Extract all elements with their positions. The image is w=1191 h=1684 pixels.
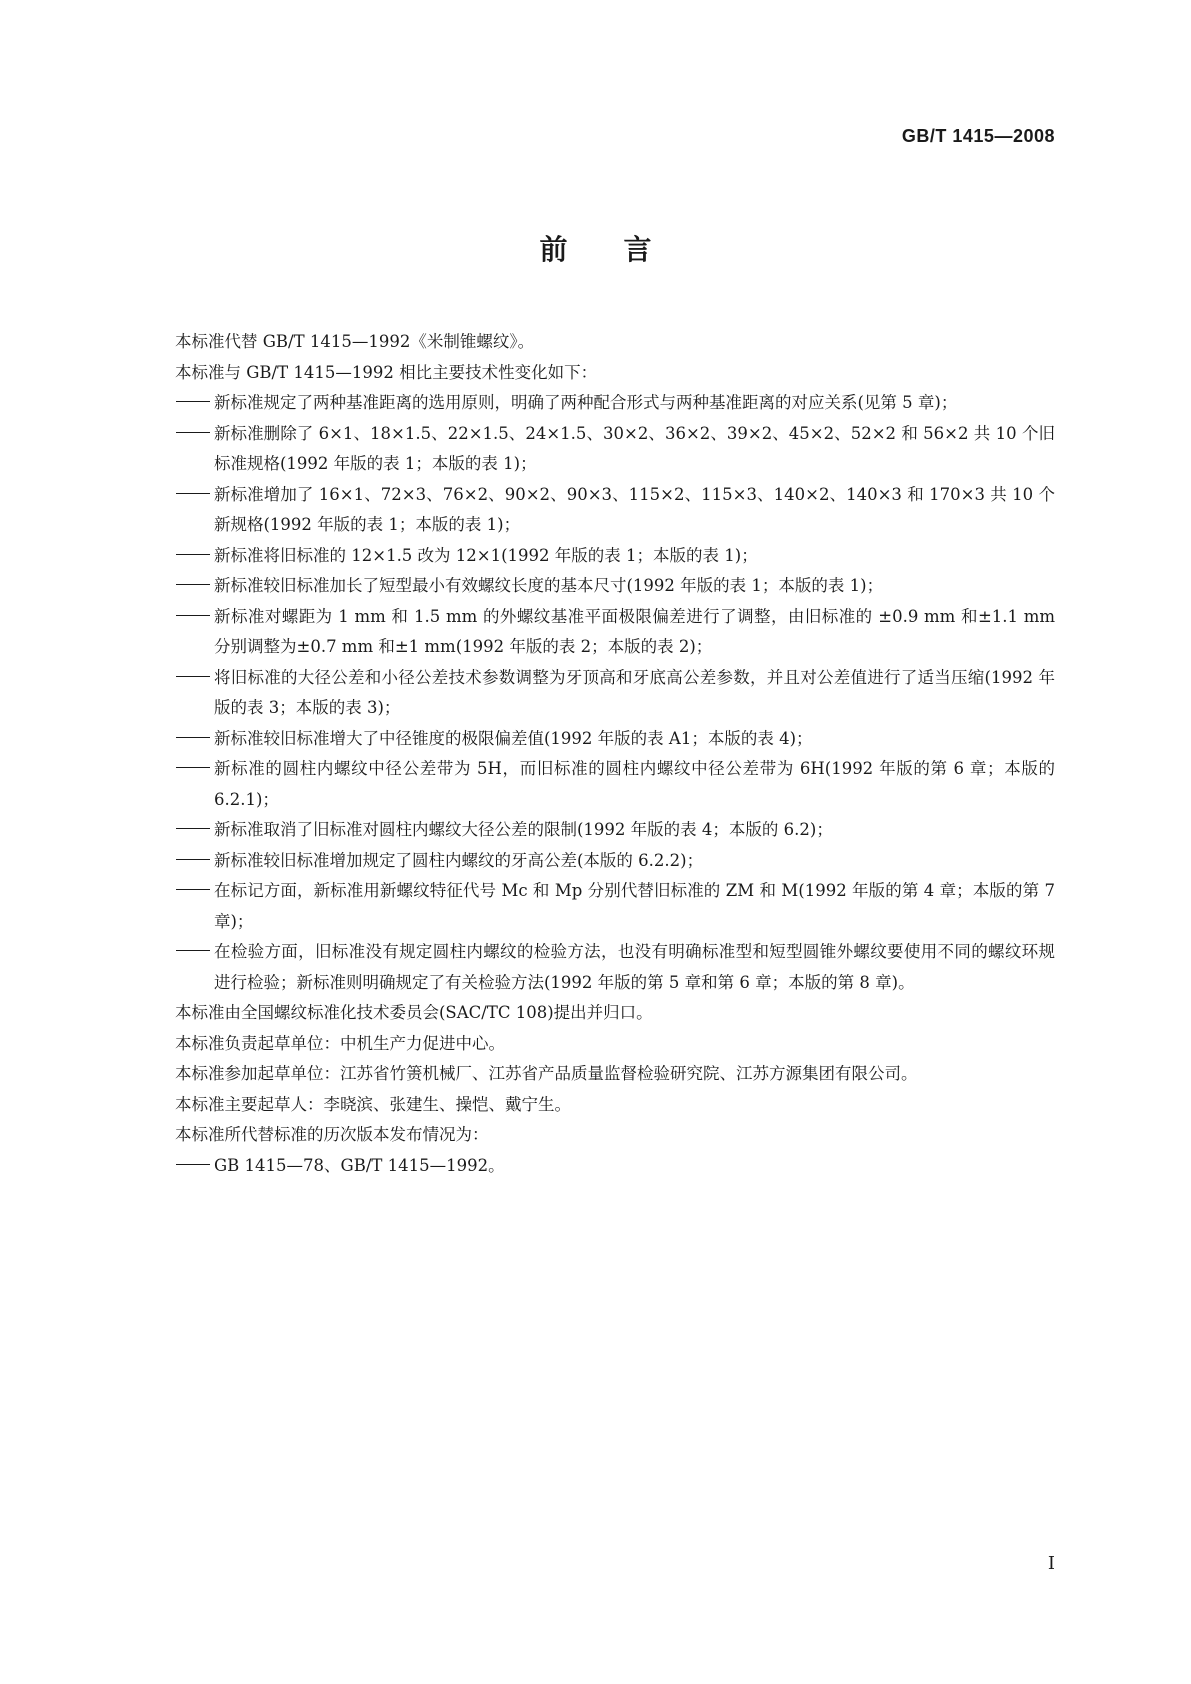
paragraph-changes-intro: 本标准与 GB/T 1415—1992 相比主要技术性变化如下： xyxy=(175,362,598,382)
dash-marker xyxy=(176,419,214,450)
change-text: 新标准删除了 6×1、18×1.5、22×1.5、24×1.5、30×2、36×2、39×2、45×2、52×2 和 56×2 共 10 个旧标准规格(1992 年版的表 1；本版的表 1)； xyxy=(214,423,1055,473)
page-number: I xyxy=(1047,1553,1055,1574)
dash-marker xyxy=(176,663,214,694)
dash-marker xyxy=(176,480,214,511)
dash-marker xyxy=(176,876,214,907)
change-text: 在检验方面，旧标准没有规定圆柱内螺纹的检验方法，也没有明确标准型和短型圆锥外螺纹要使用不同的螺纹环规进行检验；新标准则明确规定了有关检验方法(1992 年版的第 5 章和第 6 章；本版的第 8 章)。 xyxy=(214,942,1055,992)
list-item xyxy=(138,663,1055,724)
paragraph-participating-units: 本标准参加起草单位：江苏省竹箦机械厂、江苏省产品质量监督检验研究院、江苏方源集团有限公司。 xyxy=(175,1064,918,1083)
dash-marker xyxy=(176,815,214,846)
change-text: 新标准取消了旧标准对圆柱内螺纹大径公差的限制(1992 年版的表 4；本版的 6.2)； xyxy=(214,820,833,839)
list-item xyxy=(138,724,1055,755)
page-title: 前言 xyxy=(539,233,708,266)
list-item xyxy=(138,876,1055,937)
change-text: 新标准较旧标准增大了中径锥度的极限偏差值(1992 年版的表 A1；本版的表 4)； xyxy=(214,728,813,748)
list-item xyxy=(138,388,1055,419)
change-text: 新标准较旧标准加长了短型最小有效螺纹长度的基本尺寸(1992 年版的表 1；本版的表 1)； xyxy=(214,576,884,595)
dash-marker xyxy=(176,1151,214,1182)
paragraph-history-intro: 本标准所代替标准的历次版本发布情况为： xyxy=(175,1125,489,1144)
paragraph-replaces: 本标准代替 GB/T 1415—1992《米制锥螺纹》。 xyxy=(175,332,535,351)
list-item xyxy=(138,571,1055,602)
dash-marker xyxy=(176,388,214,419)
paragraph-responsible-unit: 本标准负责起草单位：中机生产力促进中心。 xyxy=(175,1033,505,1053)
standard-code: GB/T 1415—2008 xyxy=(901,126,1055,146)
list-item xyxy=(138,754,1055,815)
change-text: 在标记方面，新标准用新螺纹特征代号 Mc 和 Mp 分别代替旧标准的 ZM 和 M(1992 年版的第 4 章；本版的第 7 章)； xyxy=(214,881,1055,931)
dash-marker xyxy=(176,754,214,785)
list-item xyxy=(138,419,1055,480)
dash-marker xyxy=(176,724,214,755)
paragraph-committee: 本标准由全国螺纹标准化技术委员会(SAC/TC 108)提出并归口。 xyxy=(175,1003,653,1022)
dash-marker xyxy=(176,541,214,572)
change-text: 新标准对螺距为 1 mm 和 1.5 mm 的外螺纹基准平面极限偏差进行了调整，由旧标准的 ±0.9 mm 和±1.1 mm 分别调整为±0.7 mm 和±1 mm(1992 年版的表 2；本版的表 2)； xyxy=(214,606,1055,656)
dash-marker xyxy=(176,602,214,633)
change-text: 新标准的圆柱内螺纹中径公差带为 5H，而旧标准的圆柱内螺纹中径公差带为 6H(1992 年版的第 6 章；本版的 6.2.1)； xyxy=(214,759,1055,809)
list-item xyxy=(138,815,1055,846)
change-text: 新标准规定了两种基准距离的选用原则，明确了两种配合形式与两种基准距离的对应关系(见第 5 章)； xyxy=(214,393,958,412)
change-text: 新标准较旧标准增加规定了圆柱内螺纹的牙高公差(本版的 6.2.2)； xyxy=(214,850,704,870)
list-item xyxy=(138,846,1055,877)
document-body xyxy=(138,327,1055,1181)
paragraph-main-drafters: 本标准主要起草人：李晓滨、张建生、操恺、戴宁生。 xyxy=(175,1094,571,1114)
list-item xyxy=(138,541,1055,572)
dash-marker xyxy=(176,846,214,877)
dash-marker xyxy=(176,937,214,968)
change-text: 新标准将旧标准的 12×1.5 改为 12×1(1992 年版的表 1；本版的表 1)； xyxy=(214,545,758,565)
list-item xyxy=(138,1151,1055,1182)
change-text: 新标准增加了 16×1、72×3、76×2、90×2、90×3、115×2、115×3、140×2、140×3 和 170×3 共 10 个新规格(1992 年版的表 1；本版的表 1)； xyxy=(214,484,1055,534)
history-text: GB 1415—78、GB/T 1415—1992。 xyxy=(214,1155,505,1175)
change-text: 将旧标准的大径公差和小径公差技术参数调整为牙顶高和牙底高公差参数，并且对公差值进行了适当压缩(1992 年版的表 3；本版的表 3)； xyxy=(214,667,1055,717)
list-item xyxy=(138,480,1055,541)
list-item xyxy=(138,937,1055,998)
dash-marker xyxy=(176,571,214,602)
list-item xyxy=(138,602,1055,663)
